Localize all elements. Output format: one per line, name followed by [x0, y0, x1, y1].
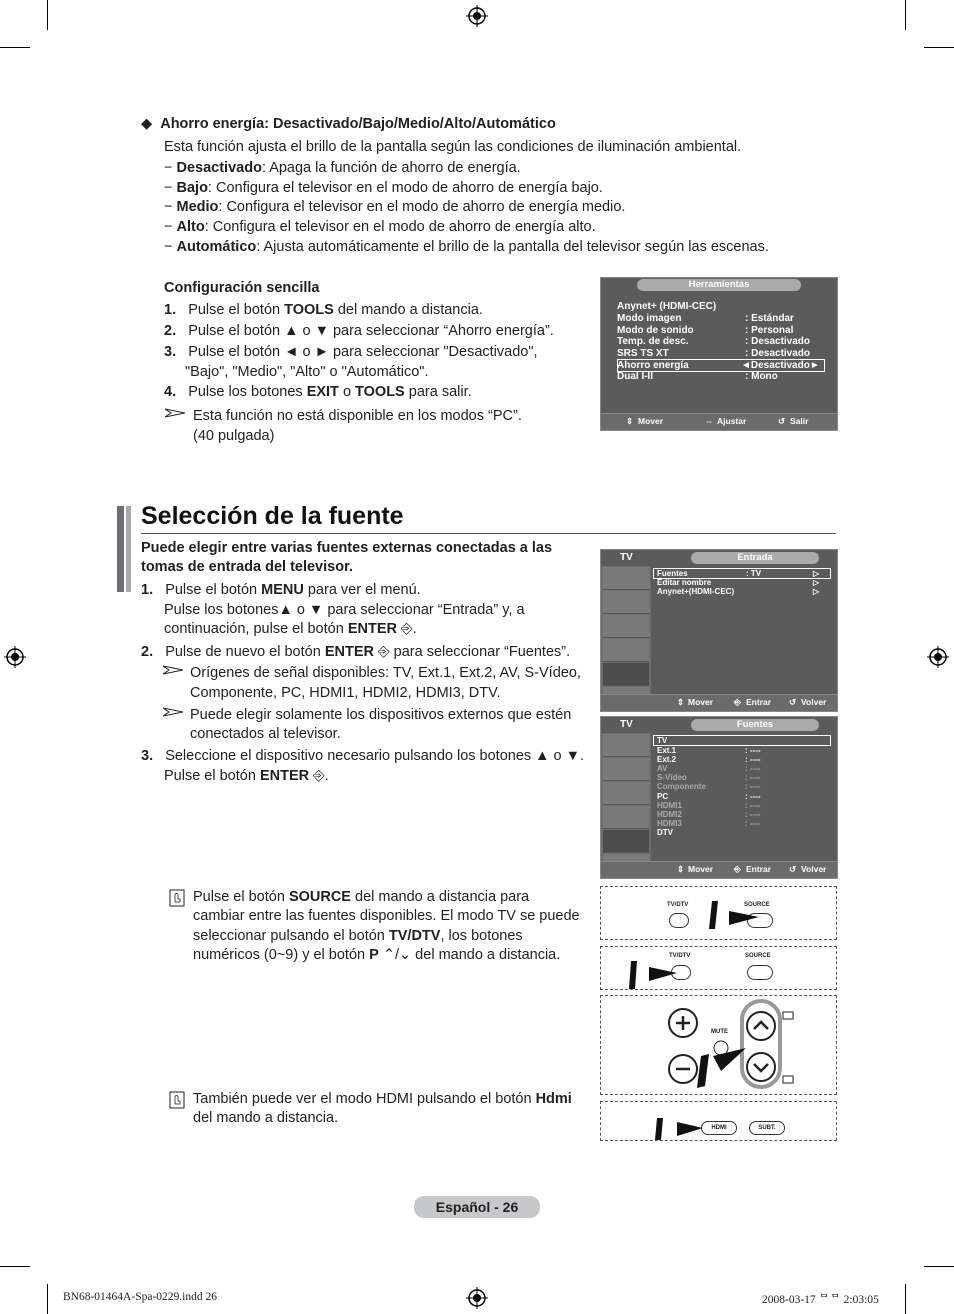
- fuentes-osd: [600, 716, 838, 879]
- source-note: numéricos (0~9) y el botón P ⌃/⌄ del mando a distancia.: [193, 947, 561, 963]
- enter-icon: ⎆: [313, 768, 325, 784]
- return-icon: ↺: [789, 864, 797, 874]
- enter-icon: ⎆: [401, 621, 413, 637]
- osd-row-label: TV: [657, 736, 668, 745]
- osd-row-label: Anynet+ (HDMI-CEC): [617, 301, 717, 312]
- osd-tab: TV: [601, 717, 651, 733]
- osd-row-value: : ----: [745, 801, 761, 810]
- osd-row-value: : ----: [745, 764, 761, 773]
- energy-option: − Desactivado: Apaga la función de ahorro de energía.: [164, 160, 521, 176]
- registration-mark-icon: [4, 646, 26, 668]
- channel-up-icon: ⌃: [382, 947, 395, 963]
- osd-row-label: Fuentes: [657, 569, 688, 578]
- osd-sidebar: [601, 733, 651, 861]
- energy-option: − Medio: Configura el televisor en el modo de ahorro de energía medio.: [164, 199, 626, 215]
- osd-row-value: : Desactivado: [745, 336, 811, 347]
- section-title: Selección de la fuente: [141, 502, 404, 530]
- source-step: 3. Seleccione el dispositivo necesario pulsando los botones ▲ o ▼.: [141, 748, 585, 764]
- osd-row-label: SRS TS XT: [617, 348, 669, 359]
- crop-mark: [905, 1284, 906, 1314]
- note-text: (40 pulgada): [193, 428, 275, 444]
- osd-tab: TV: [601, 550, 651, 566]
- osd-title: Herramientas: [637, 279, 801, 291]
- move-icon: ⇕: [677, 864, 685, 874]
- osd-footer: ⇕ Mover ⎆ Entrar ↺ Volver: [601, 861, 837, 878]
- source-step-cont: Pulse los botones▲ o ▼ para seleccionar “Entrada” y, a: [164, 602, 525, 618]
- registration-mark-icon: [927, 646, 949, 668]
- source-label: SOURCE: [744, 902, 770, 908]
- source-step: 1. Pulse el botón MENU para ver el menú.: [141, 582, 421, 598]
- osd-row-value: : Estándar: [745, 313, 794, 324]
- move-icon: ⇕: [626, 416, 634, 426]
- crop-mark: [924, 1266, 954, 1267]
- submenu-arrow-icon: ▷: [813, 587, 820, 596]
- osd-row-value: : ----: [745, 792, 761, 801]
- osd-row-value: : Mono: [745, 371, 778, 382]
- return-icon: ↺: [789, 697, 797, 707]
- subtitle-button: SUBT.: [749, 1121, 785, 1135]
- energy-heading: ◆ Ahorro energía: Desactivado/Bajo/Medio/Alto/Automático: [141, 116, 556, 132]
- channel-down-icon: ⌄: [399, 947, 412, 963]
- source-step-cont: Pulse el botón ENTER ⎆.: [164, 768, 329, 784]
- crop-mark: [47, 0, 48, 30]
- easy-step: 2. Pulse el botón ▲ o ▼ para seleccionar “Ahorro energía”.: [164, 323, 554, 339]
- return-icon: ↺: [778, 416, 786, 426]
- osd-row-label: Ahorro energía: [617, 360, 689, 371]
- hdmi-button: HDMI: [701, 1121, 737, 1135]
- enter-icon: ⎆: [734, 697, 741, 707]
- note-arrow-icon: [165, 408, 185, 418]
- energy-option: − Alto: Configura el televisor en el modo de ahorro de energía alto.: [164, 219, 596, 235]
- hdmi-note: También puede ver el modo HDMI pulsando el botón Hdmi: [193, 1091, 572, 1107]
- crop-mark: [0, 1266, 30, 1267]
- file-info: BN68-01464A-Spa-0229.indd 26: [63, 1291, 217, 1303]
- volume-channel-buttons-icon: [601, 996, 836, 1094]
- source-label: SOURCE: [745, 953, 771, 959]
- crop-mark: [0, 47, 30, 48]
- move-icon: ⇕: [677, 697, 685, 707]
- crop-mark: [905, 0, 906, 30]
- easy-step-cont: "Bajo", "Medio", "Alto" o "Automático".: [185, 364, 429, 380]
- remote-hdmi-illustration: [600, 1101, 837, 1141]
- submenu-arrow-icon: ▷: [813, 569, 820, 578]
- osd-row-label: DTV: [657, 828, 673, 837]
- adjust-icon: ⇔: [705, 416, 714, 426]
- energy-option: − Automático: Ajusta automáticamente el brillo de la pantalla del televisor según las escenas.: [164, 239, 769, 255]
- osd-row-label: Modo de sonido: [617, 325, 694, 336]
- osd-row-label: Ext.2: [657, 755, 677, 764]
- note-arrow-icon: [163, 665, 183, 675]
- osd-row-label: Modo imagen: [617, 313, 682, 324]
- remote-note-icon: [169, 1091, 185, 1109]
- osd-row-value: : Desactivado: [745, 348, 811, 359]
- enter-icon: ⎆: [378, 644, 390, 660]
- osd-row-value: : ----: [745, 782, 761, 791]
- hdmi-note: del mando a distancia.: [193, 1110, 339, 1126]
- osd-row-value: ◄Desactivado►: [741, 360, 820, 371]
- entrada-osd: [600, 549, 838, 712]
- osd-row-value: : ----: [745, 819, 761, 828]
- crop-mark: [924, 47, 954, 48]
- easy-step: 3. Pulse el botón ◄ o ► para seleccionar "Desactivado",: [164, 344, 538, 360]
- intro-text: tomas de entrada del televisor.: [141, 559, 353, 575]
- note-text: Orígenes de señal disponibles: TV, Ext.1, Ext.2, AV, S-Vídeo,: [190, 665, 581, 681]
- section-bar: [117, 506, 124, 592]
- tools-osd: [600, 277, 838, 431]
- source-note: Pulse el botón SOURCE del mando a distancia para: [193, 889, 530, 905]
- title-rule: [141, 533, 836, 534]
- source-step: 2. Pulse de nuevo el botón ENTER ⎆ para seleccionar “Fuentes”.: [141, 644, 571, 660]
- tvdtv-label: TV/DTV: [669, 953, 691, 959]
- osd-row-label: Temp. de desc.: [617, 336, 689, 347]
- source-note: cambiar entre las fuentes disponibles. El modo TV se puede: [193, 908, 580, 924]
- note-text: conectados al televisor.: [190, 726, 341, 742]
- osd-row-label: S-Vídeo: [657, 773, 687, 782]
- pointer-arrow-icon: [629, 955, 679, 989]
- easy-step: 1. Pulse el botón TOOLS del mando a distancia.: [164, 302, 483, 318]
- osd-row-label: Dual I-II: [617, 371, 654, 382]
- osd-row-label: Anynet+(HDMI-CEC): [657, 587, 735, 596]
- intro-text: Puede elegir entre varias fuentes externas conectadas a las: [141, 540, 553, 556]
- tvdtv-button: [669, 913, 689, 928]
- remote-source-illustration: [600, 886, 837, 940]
- osd-row-value: : ----: [745, 746, 761, 755]
- pointer-arrow-icon: [709, 899, 769, 929]
- tvdtv-label: TV/DTV: [667, 902, 689, 908]
- pointer-arrow-icon: [655, 1114, 705, 1140]
- osd-row-label: Editar nombre: [657, 578, 712, 587]
- easy-setup-title: Configuración sencilla: [164, 280, 320, 296]
- remote-tvdtv-illustration: [600, 946, 837, 990]
- source-step-cont: continuación, pulse el botón ENTER ⎆.: [164, 621, 417, 637]
- osd-selection: [653, 735, 831, 746]
- note-text: Puede elegir solamente los dispositivos externos que estén: [190, 707, 572, 723]
- osd-row-label: HDMI2: [657, 810, 682, 819]
- osd-footer: ⇕ Mover ⎆ Entrar ↺ Volver: [601, 694, 837, 711]
- osd-row-label: Ext.1: [657, 746, 677, 755]
- osd-sidebar: [601, 566, 651, 694]
- osd-row-value: : ----: [745, 773, 761, 782]
- note-text: Esta función no está disponible en los modos “PC”.: [193, 408, 522, 424]
- osd-title: Entrada: [691, 552, 819, 564]
- print-date: 2008-03-17 ᄆᄆ 2:03:05: [762, 1294, 879, 1306]
- crop-mark: [47, 1284, 48, 1314]
- note-arrow-icon: [163, 707, 183, 717]
- note-text: Componente, PC, HDMI1, HDMI2, HDMI3, DTV.: [190, 685, 501, 701]
- source-note: seleccionar pulsando el botón TV/DTV, los botones: [193, 928, 523, 944]
- osd-title: Fuentes: [691, 719, 819, 731]
- source-button: [747, 965, 773, 980]
- registration-mark-icon: [466, 5, 488, 27]
- osd-row-value: : TV: [746, 569, 762, 578]
- mute-label: MUTE: [711, 1029, 728, 1035]
- easy-step: 4. Pulse los botones EXIT o TOOLS para salir.: [164, 384, 472, 400]
- osd-row-value: : Personal: [745, 325, 794, 336]
- osd-row-label: AV: [657, 764, 668, 773]
- osd-row-label: PC: [657, 792, 669, 801]
- page-number: Español - 26: [414, 1196, 540, 1218]
- energy-option: − Bajo: Configura el televisor en el modo de ahorro de energía bajo.: [164, 180, 603, 196]
- osd-row-value: : ----: [745, 755, 761, 764]
- osd-row-label: HDMI1: [657, 801, 682, 810]
- section-bar: [126, 506, 131, 592]
- remote-note-icon: [169, 889, 185, 907]
- enter-icon: ⎆: [734, 864, 741, 874]
- osd-row-label: Componente: [657, 782, 706, 791]
- osd-footer: ⇕ Mover ⇔ Ajustar ↺ Salir: [601, 413, 837, 430]
- remote-channel-illustration: [600, 995, 837, 1095]
- registration-mark-icon: [466, 1287, 488, 1309]
- diamond-bullet-icon: ◆: [141, 116, 153, 132]
- osd-row-value: : ----: [745, 810, 761, 819]
- energy-description: Esta función ajusta el brillo de la pantalla según las condiciones de iluminación ambiental.: [164, 139, 742, 155]
- submenu-arrow-icon: ▷: [813, 578, 820, 587]
- osd-row-label: HDMI3: [657, 819, 682, 828]
